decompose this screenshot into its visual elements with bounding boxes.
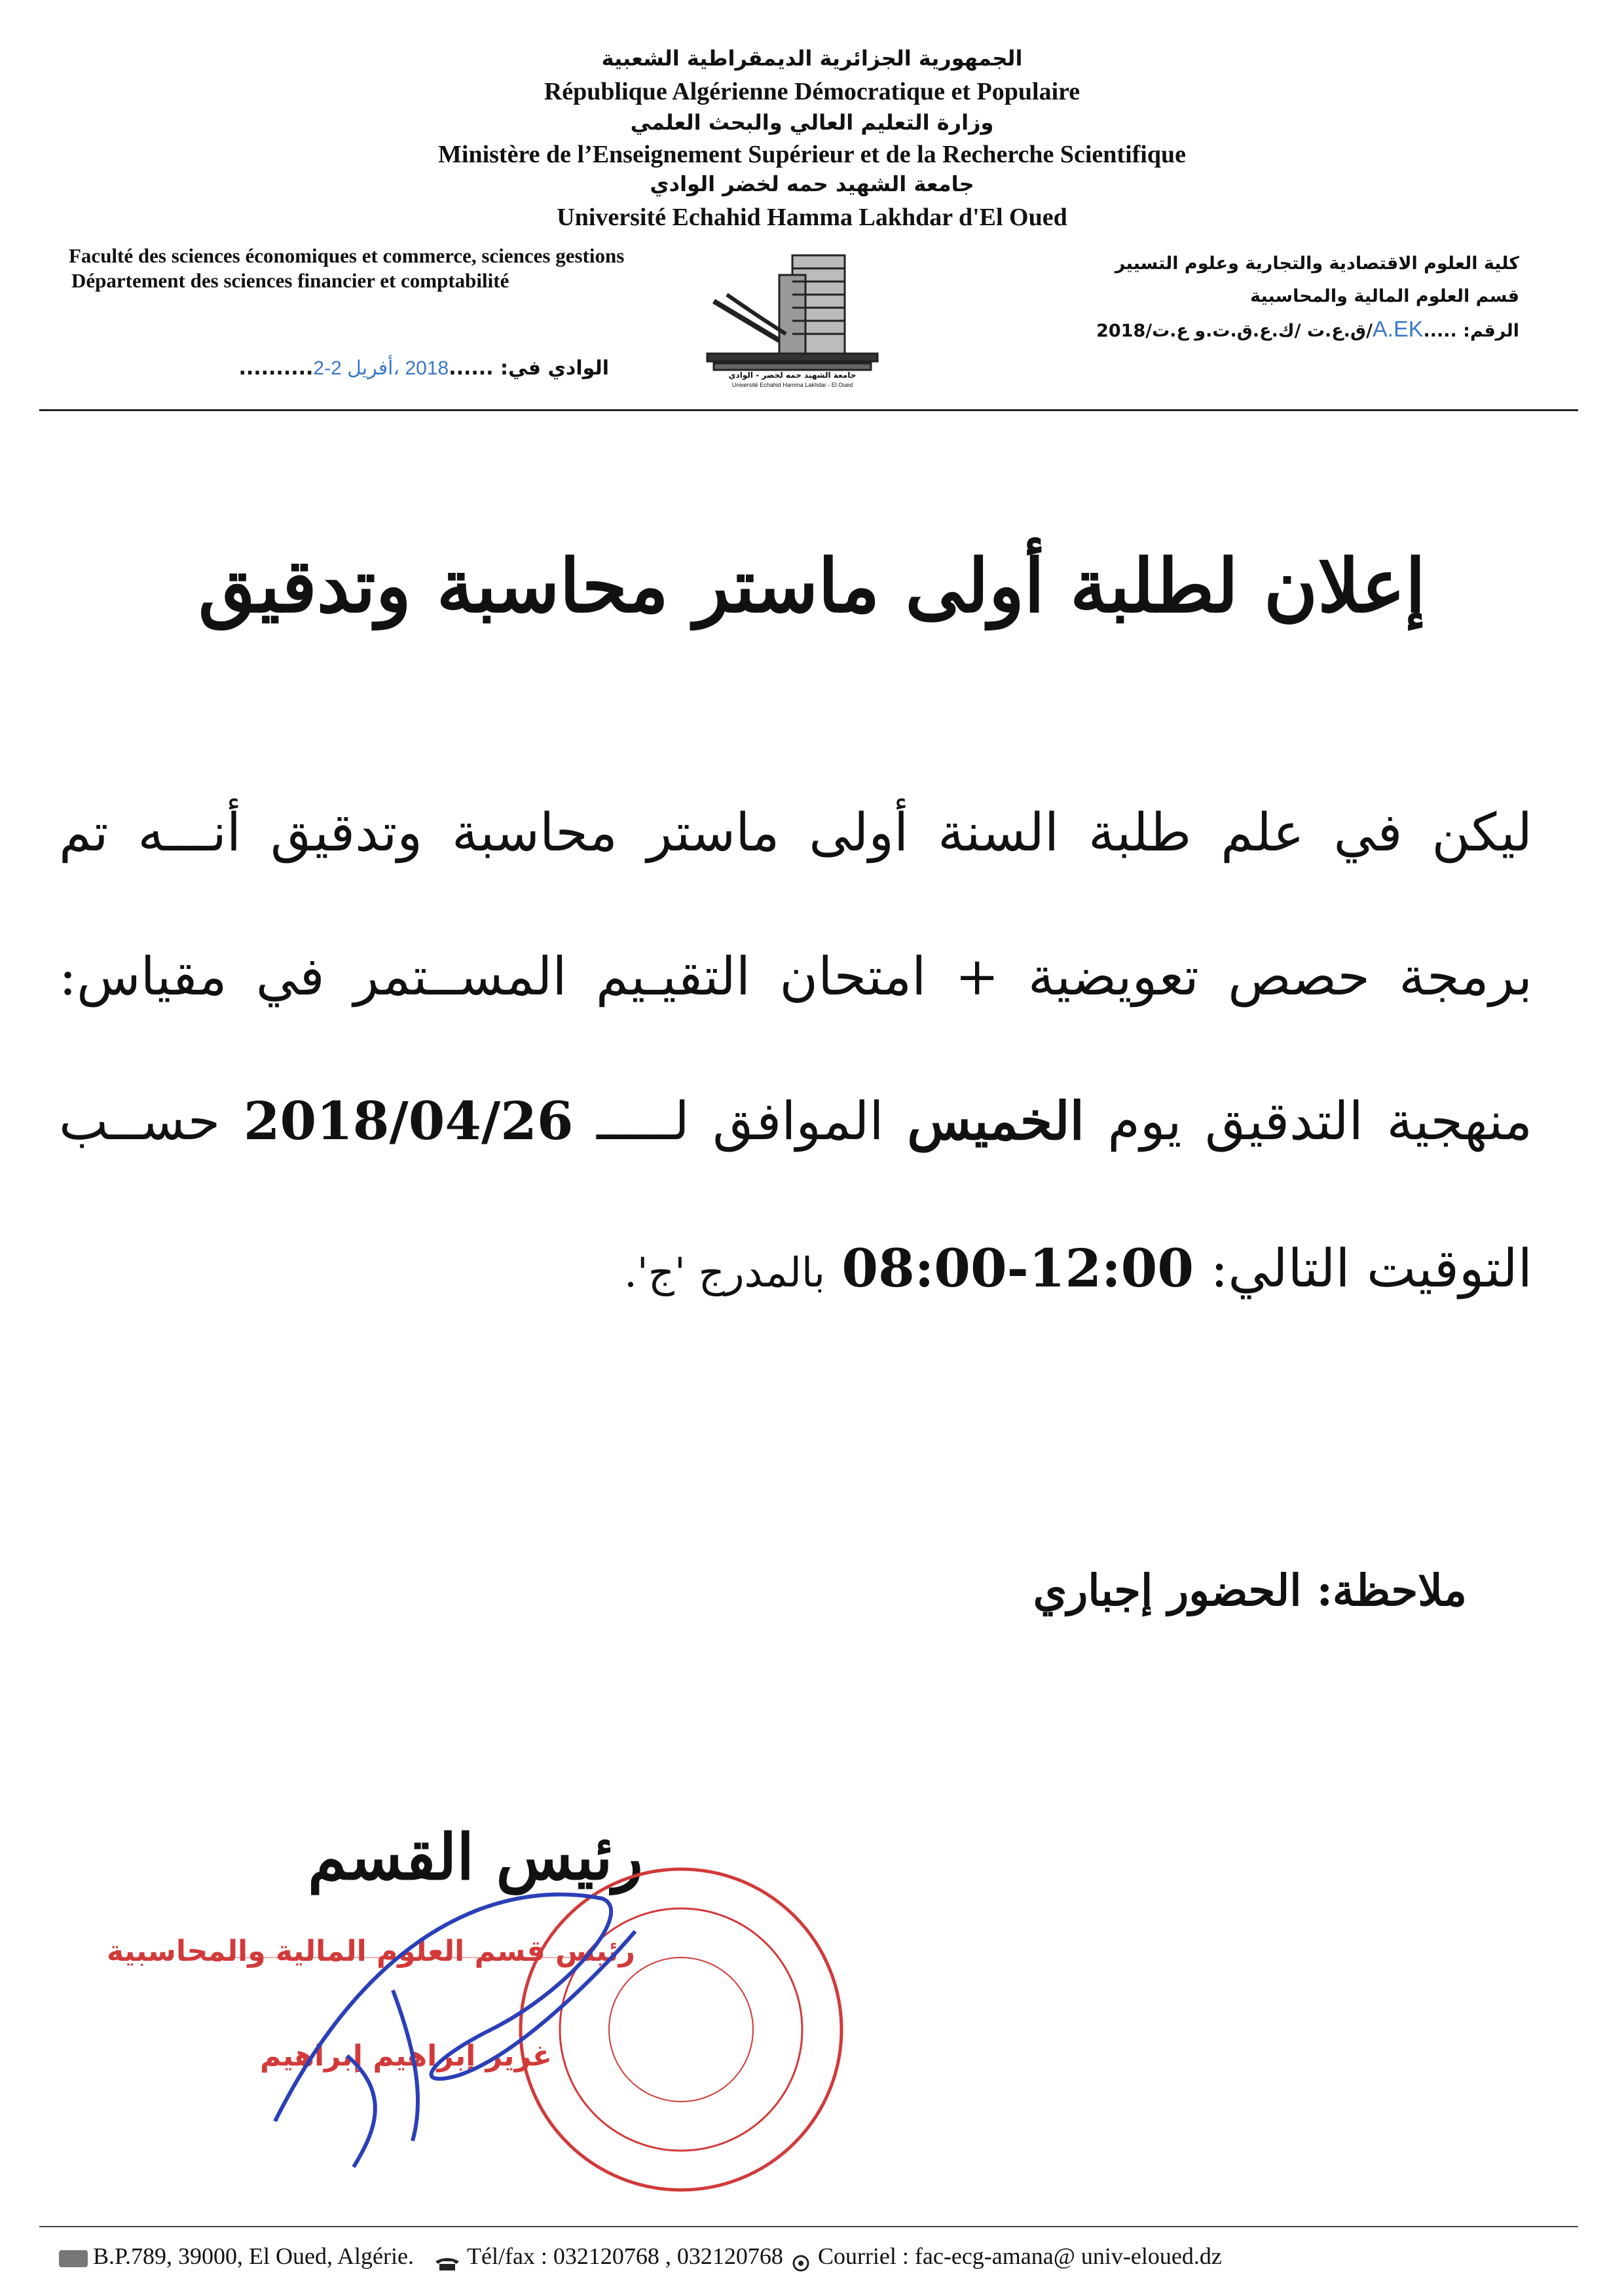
body-line-3-b: الموافق لـــــ bbox=[597, 1091, 884, 1152]
date-label: الوادي في: ...... bbox=[449, 357, 609, 380]
footer-address: B.P.789, 39000, El Oued, Algérie. bbox=[93, 2243, 414, 2269]
date-line bbox=[210, 357, 609, 380]
ministry-fr: Ministère de l’Enseignement Supérieur et de la Recherche Scientifique bbox=[438, 141, 1186, 168]
reference-value-handwritten: A.EK bbox=[1372, 317, 1424, 342]
faculty-block-fr bbox=[69, 244, 697, 293]
reference-suffix: /ق.ع.ت /ك.ع.ق.ت.و ع.ت/2018 bbox=[1096, 321, 1373, 341]
stamp-text-2: غرير إبراهيم إبراهيم bbox=[259, 2039, 552, 2073]
header-divider bbox=[39, 409, 1578, 411]
body-line-4-b: بالمدرج 'ج'. bbox=[624, 1248, 825, 1296]
body-line-3-c: حســب bbox=[59, 1091, 221, 1152]
reference-label: الرقم: ..... bbox=[1423, 321, 1519, 341]
department-head-title: رئيس القسم bbox=[308, 1820, 643, 1894]
attendance-note: ملاحظة: الحضور إجباري bbox=[1033, 1565, 1467, 1616]
stamp-and-signature bbox=[107, 1859, 864, 2200]
reference-line bbox=[1022, 313, 1519, 348]
exam-time: 08:00-12:00 bbox=[841, 1237, 1194, 1299]
handwritten-signature-icon bbox=[107, 1859, 864, 2200]
faculty-name-ar: كلية العلوم الاقتصادية والتجارية وعلوم التسيير bbox=[1115, 253, 1519, 274]
department-name-ar: قسم العلوم المالية والمحاسبية bbox=[1250, 286, 1519, 306]
date-trail: .......... bbox=[238, 357, 314, 380]
footer-phone: Tél/fax : 032120768 , 032120768 bbox=[466, 2243, 783, 2269]
announcement-title: إعلان لطلبة أولى ماستر محاسبة وتدقيق bbox=[198, 543, 1426, 629]
university-ar: جامعة الشهيد حمه لخضر الوادي bbox=[650, 172, 974, 196]
logo-caption-fr: Université Echahid Hamma Lakhdar - El Oued bbox=[731, 382, 853, 388]
body-line-3-a: منهجية التدقيق يوم bbox=[1107, 1091, 1532, 1152]
date-value-handwritten: 2018 ،أفريل 2-2 bbox=[313, 357, 449, 379]
stamp-text-1: رئيس قسم العلوم المالية والمحاسبية bbox=[107, 1935, 635, 1968]
ministry-ar: وزارة التعليم العالي والبحث العلمي bbox=[630, 110, 994, 135]
exam-day: الخميس bbox=[907, 1090, 1084, 1152]
mailbox-icon bbox=[59, 2250, 88, 2267]
telephone-icon bbox=[433, 2250, 462, 2267]
fax-icon bbox=[789, 2250, 813, 2267]
faculty-name-fr: Faculté des sciences économiques et commerce, sciences gestions bbox=[69, 244, 625, 267]
footer-divider bbox=[39, 2226, 1578, 2227]
logo-caption-ar: جامعة الشهيد حمه لخضر - الوادي bbox=[728, 371, 857, 380]
university-logo bbox=[694, 242, 891, 393]
body-line-3 bbox=[59, 1090, 1532, 1152]
republic-fr: République Algérienne Démocratique et Populaire bbox=[544, 78, 1080, 105]
faculty-block-ar bbox=[1022, 247, 1519, 348]
body-line-4-a: التوقيت التالي: bbox=[1210, 1238, 1532, 1299]
body-line-1: ليكن في علم طلبة السنة أولى ماستر محاسبة وتدقيق أنـــه تم bbox=[59, 802, 1532, 863]
footer bbox=[59, 2242, 1222, 2270]
republic-ar: الجمهورية الجزائرية الديمقراطية الشعبية bbox=[601, 46, 1023, 71]
body-line-2: برمجة حصص تعويضية + امتحان التقيـيم المســتمر في مقياس: bbox=[59, 946, 1532, 1007]
department-name-fr: Département des sciences financier et comptabilité bbox=[71, 269, 509, 292]
footer-email: Courriel : fac-ecg-amana@ univ-eloued.dz bbox=[817, 2243, 1222, 2269]
body-line-4 bbox=[624, 1237, 1532, 1299]
exam-date: 2018/04/26 bbox=[243, 1090, 574, 1152]
university-fr: Université Echahid Hamma Lakhdar d'El Oued bbox=[557, 204, 1067, 231]
